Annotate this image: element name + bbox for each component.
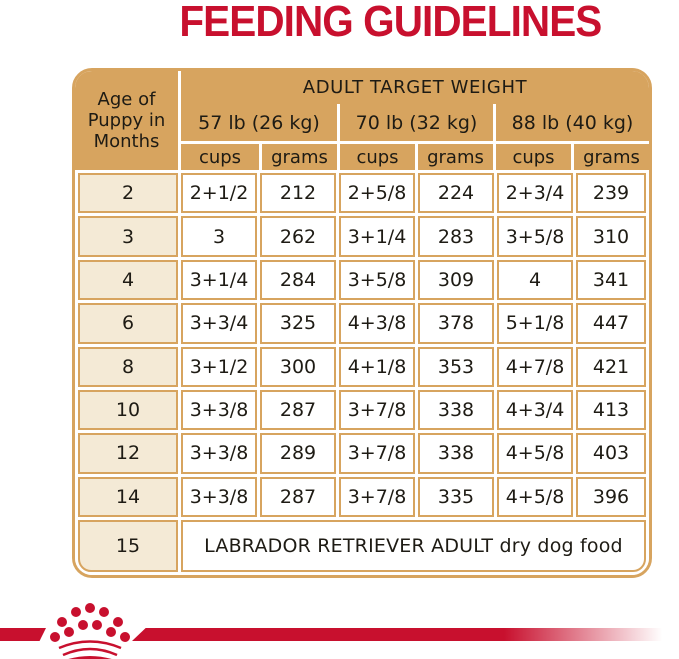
value-cell: 5+1/8: [497, 303, 573, 343]
age-cell: 4: [78, 260, 178, 300]
value-cell: 4: [497, 260, 573, 300]
value-cell: 3+3/8: [181, 433, 257, 473]
value-cell: 3+3/8: [181, 477, 257, 517]
page-title: [145, 0, 635, 44]
value-cell: 3+5/8: [497, 216, 573, 256]
value-cell: 325: [260, 303, 336, 343]
value-cell: 2+1/2: [181, 173, 257, 213]
age-cell: 15: [78, 520, 178, 572]
value-cell: 3: [181, 216, 257, 256]
value-cell: 3+1/2: [181, 347, 257, 387]
table-body: [75, 170, 649, 575]
value-cell: 287: [260, 477, 336, 517]
value-cell: 3+3/4: [181, 303, 257, 343]
weight-header-57lb: 57 lb (26 kg): [198, 111, 320, 134]
value-cell: 353: [418, 347, 494, 387]
value-cell: 421: [576, 347, 646, 387]
value-cell: 378: [418, 303, 494, 343]
value-cell: 338: [418, 433, 494, 473]
value-cell: 287: [260, 390, 336, 430]
weight-header-70lb: 70 lb (32 kg): [337, 104, 493, 141]
value-cell: 335: [418, 477, 494, 517]
decor-bar-right: [132, 628, 679, 641]
value-cell: 212: [260, 173, 336, 213]
feeding-table: [72, 68, 652, 578]
page-title-text: FEEDING GUIDELINES: [178, 0, 602, 46]
value-cell: 3+7/8: [339, 433, 415, 473]
value-cell: 4+7/8: [497, 347, 573, 387]
value-cell: 4+3/8: [339, 303, 415, 343]
value-cell: 3+1/4: [339, 216, 415, 256]
value-cell: 289: [260, 433, 336, 473]
value-cell: 447: [576, 303, 646, 343]
value-cell: 3+1/4: [181, 260, 257, 300]
value-cell: 309: [418, 260, 494, 300]
value-cell: 3+5/8: [339, 260, 415, 300]
value-cell: 2+3/4: [497, 173, 573, 213]
value-cell: 338: [418, 390, 494, 430]
table-header: [75, 71, 649, 170]
value-cell: 3+7/8: [339, 477, 415, 517]
unit-header-cups-2: cups: [337, 141, 415, 170]
value-cell: 3+7/8: [339, 390, 415, 430]
unit-header-grams-2: grams: [415, 141, 493, 170]
value-cell: 4+5/8: [497, 433, 573, 473]
value-cell: 2+5/8: [339, 173, 415, 213]
value-cell: 413: [576, 390, 646, 430]
value-cell: 4+3/4: [497, 390, 573, 430]
age-cell: 12: [78, 433, 178, 473]
value-cell: 224: [418, 173, 494, 213]
royal-canin-crown-icon: [50, 601, 135, 659]
value-cell: 262: [260, 216, 336, 256]
age-cell: 2: [78, 173, 178, 213]
value-cell: 300: [260, 347, 336, 387]
value-cell: 310: [576, 216, 646, 256]
value-cell: 4+5/8: [497, 477, 573, 517]
value-cell: 341: [576, 260, 646, 300]
value-cell: 3+3/8: [181, 390, 257, 430]
unit-header-grams-3: grams: [571, 141, 649, 170]
value-cell: 239: [576, 173, 646, 213]
decor-bar-left: [0, 628, 46, 641]
age-cell: 10: [78, 390, 178, 430]
value-cell: 4+1/8: [339, 347, 415, 387]
age-cell: 14: [78, 477, 178, 517]
adult-target-weight-header: ADULT TARGET WEIGHT: [302, 77, 528, 98]
unit-header-cups-3: cups: [493, 141, 571, 170]
unit-header-grams-1: grams: [259, 141, 337, 170]
weight-header-88lb: 88 lb (40 kg): [493, 104, 649, 141]
age-cell: 3: [78, 216, 178, 256]
adult-food-note: LABRADOR RETRIEVER ADULT dry dog food: [181, 520, 646, 572]
value-cell: 403: [576, 433, 646, 473]
age-column-header: Age of Puppy in Months: [75, 71, 181, 170]
value-cell: 396: [576, 477, 646, 517]
age-cell: 6: [78, 303, 178, 343]
value-cell: 283: [418, 216, 494, 256]
value-cell: 284: [260, 260, 336, 300]
unit-header-cups-1: cups: [181, 141, 259, 170]
age-cell: 8: [78, 347, 178, 387]
